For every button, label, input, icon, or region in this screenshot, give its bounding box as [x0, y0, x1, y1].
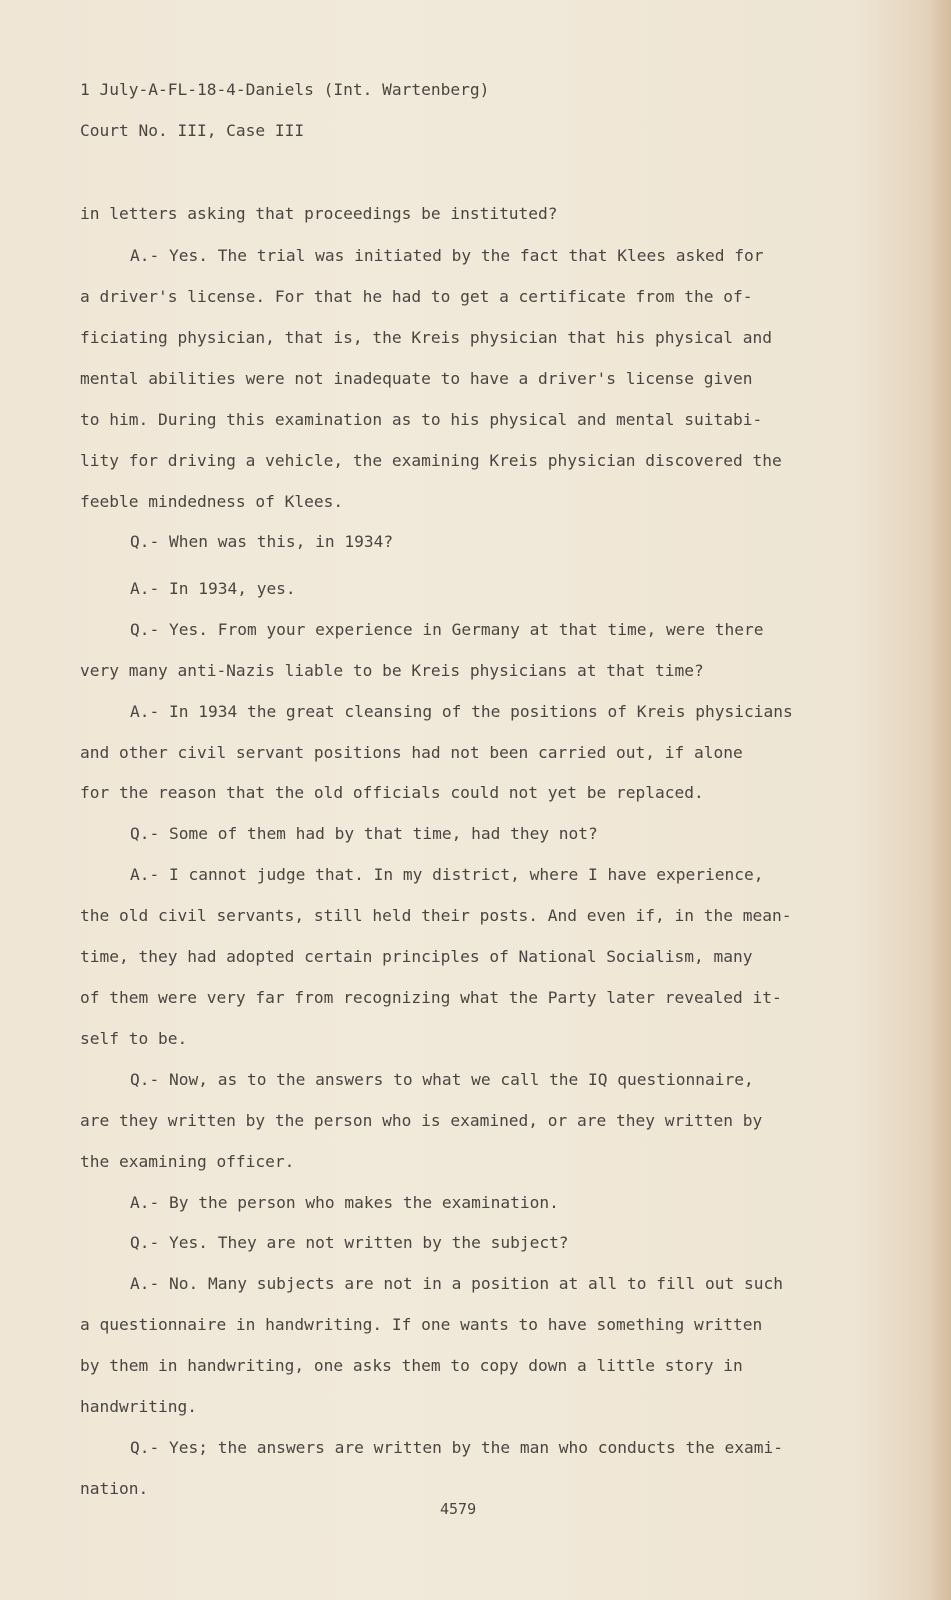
text-line: nation. — [80, 1479, 149, 1498]
text-line: a questionnaire in handwriting. If one wants to have something written — [80, 1315, 763, 1334]
header-line-2: Court No. III, Case III — [80, 121, 305, 140]
text-line: in letters asking that proceedings be instituted? — [80, 204, 558, 223]
text-line: Q.- Yes. They are not written by the subject? — [130, 1233, 569, 1252]
text-line: by them in handwriting, one asks them to copy down a little story in — [80, 1356, 743, 1375]
text-line: the examining officer. — [80, 1152, 295, 1171]
header-line-1: 1 July-A-FL-18-4-Daniels (Int. Wartenberg) — [80, 80, 490, 99]
text-line: ficiating physician, that is, the Kreis physician that his physical and — [80, 328, 772, 347]
text-line: A.- I cannot judge that. In my district, where I have experience, — [130, 865, 764, 884]
text-line: Q.- Some of them had by that time, had they not? — [130, 824, 598, 843]
text-line: mental abilities were not inadequate to have a driver's license given — [80, 369, 753, 388]
text-line: Q.- Yes. From your experience in Germany at that time, were there — [130, 620, 764, 639]
text-line: A.- No. Many subjects are not in a position at all to fill out such — [130, 1274, 783, 1293]
text-line: are they written by the person who is examined, or are they written by — [80, 1111, 763, 1130]
text-line: Q.- Yes; the answers are written by the man who conducts the exami- — [130, 1438, 783, 1457]
page-edge-shading — [929, 0, 951, 1600]
text-line: and other civil servant positions had not been carried out, if alone — [80, 743, 743, 762]
text-line: lity for driving a vehicle, the examining Kreis physician discovered the — [80, 451, 782, 470]
text-line: Q.- When was this, in 1934? — [130, 532, 394, 551]
page-number: 4579 — [440, 1500, 477, 1518]
text-line: A.- In 1934 the great cleansing of the positions of Kreis physicians — [130, 702, 793, 721]
text-line: very many anti-Nazis liable to be Kreis physicians at that time? — [80, 661, 704, 680]
text-line: for the reason that the old officials could not yet be replaced. — [80, 783, 704, 802]
text-line: the old civil servants, still held their posts. And even if, in the mean- — [80, 906, 792, 925]
text-line: Q.- Now, as to the answers to what we call the IQ questionnaire, — [130, 1070, 754, 1089]
text-line: A.- In 1934, yes. — [130, 579, 296, 598]
text-line: self to be. — [80, 1029, 188, 1048]
text-line: to him. During this examination as to his physical and mental suitabi- — [80, 410, 763, 429]
text-line: handwriting. — [80, 1397, 197, 1416]
text-line: time, they had adopted certain principles of National Socialism, many — [80, 947, 753, 966]
text-line: A.- Yes. The trial was initiated by the fact that Klees asked for — [130, 246, 764, 265]
text-line: of them were very far from recognizing what the Party later revealed it- — [80, 988, 782, 1007]
text-line: A.- By the person who makes the examination. — [130, 1193, 559, 1212]
text-line: feeble mindedness of Klees. — [80, 492, 344, 511]
text-line: a driver's license. For that he had to get a certificate from the of- — [80, 287, 753, 306]
